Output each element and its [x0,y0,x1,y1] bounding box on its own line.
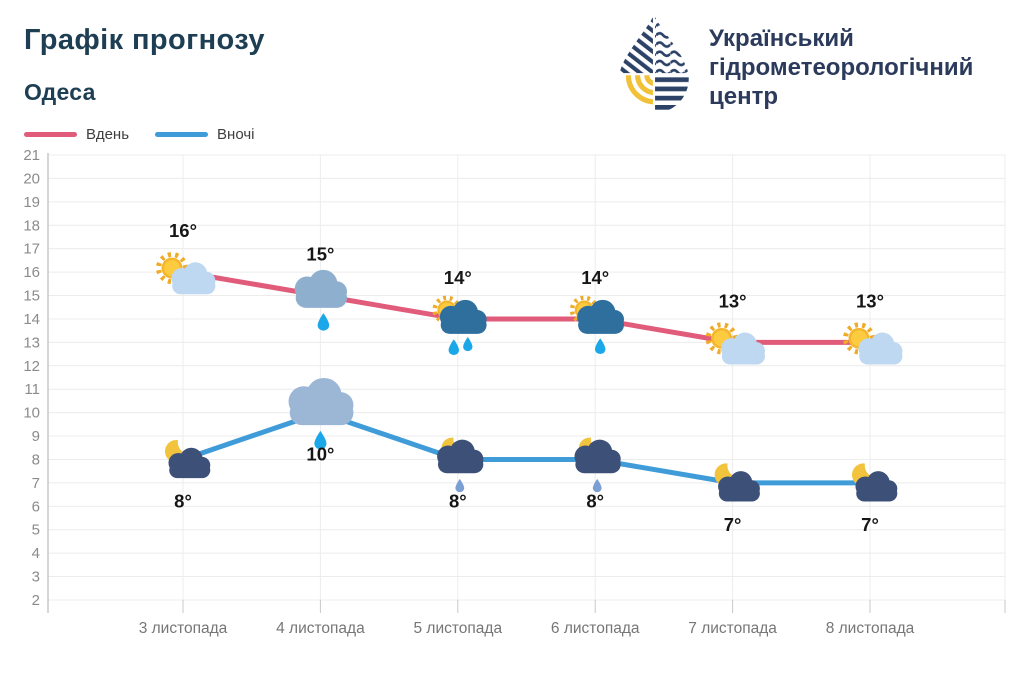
svg-text:18: 18 [23,217,40,235]
svg-text:10: 10 [23,404,40,422]
sun-rain-cloud-2drops-icon [435,298,487,355]
temperature-label: 13° [718,290,747,312]
svg-text:5: 5 [31,521,40,539]
moon-rain-cloud-icon [575,438,621,493]
svg-text:15: 15 [23,287,40,305]
night-temperature-line [183,413,870,483]
svg-text:5 листопада: 5 листопада [413,620,503,637]
rain-cloud-large-icon [289,378,354,449]
svg-text:11: 11 [24,381,40,399]
svg-text:8 листопада: 8 листопада [825,620,915,637]
rain-cloud-icon [295,270,347,331]
svg-text:4 листопада: 4 листопада [276,620,365,637]
svg-text:20: 20 [23,170,40,188]
sun-rain-cloud-1drop-icon [572,298,624,354]
svg-text:17: 17 [23,240,40,258]
sun-behind-cloud-icon [159,255,216,295]
svg-text:8: 8 [31,451,40,469]
temperature-label: 14° [443,266,472,288]
svg-text:16: 16 [23,264,40,282]
svg-text:19: 19 [23,193,40,211]
temperature-label: 8° [174,490,192,512]
moon-cloud-icon [852,463,897,501]
svg-text:13: 13 [23,334,40,352]
temperature-label: 7° [723,513,742,535]
x-axis-tick-labels [139,620,915,637]
svg-text:7 листопада: 7 листопада [688,620,777,637]
org-name-line: гідрометеорологічний [709,54,974,81]
sun-behind-cloud-icon [708,325,765,365]
svg-text:7: 7 [31,474,40,492]
legend-label-day: Вдень [86,126,130,143]
temperature-label: 8° [448,490,467,512]
temperature-label: 15° [306,243,335,265]
moon-cloud-icon [165,440,210,478]
moon-rain-cloud-icon [437,438,483,493]
svg-text:6 листопада: 6 листопада [550,620,640,637]
temperature-label: 16° [169,220,197,242]
temperature-label: 13° [856,290,884,312]
temperature-label: 7° [861,513,879,535]
svg-text:6: 6 [31,498,40,516]
page-title: Графік прогнозу [24,24,265,56]
temperature-label: 14° [581,266,610,288]
temperature-label: 10° [306,443,335,465]
sun-behind-cloud-icon [846,325,903,365]
org-name-line: центр [709,83,779,110]
y-axis-tick-labels [23,147,40,609]
org-name-line: Український [709,25,854,52]
svg-text:9: 9 [31,428,40,446]
temperature-label: 8° [586,490,605,512]
svg-text:4: 4 [31,545,40,563]
city-subtitle: Одеса [24,79,96,105]
day-temperature-line [183,272,870,342]
svg-text:3: 3 [31,568,40,586]
svg-text:3 листопада: 3 листопада [138,620,228,637]
svg-text:14: 14 [23,310,40,328]
legend-label-night: Вночі [217,126,255,143]
moon-cloud-icon [715,463,760,501]
svg-text:12: 12 [23,357,40,375]
svg-text:21: 21 [23,147,40,164]
svg-text:2: 2 [31,591,40,609]
